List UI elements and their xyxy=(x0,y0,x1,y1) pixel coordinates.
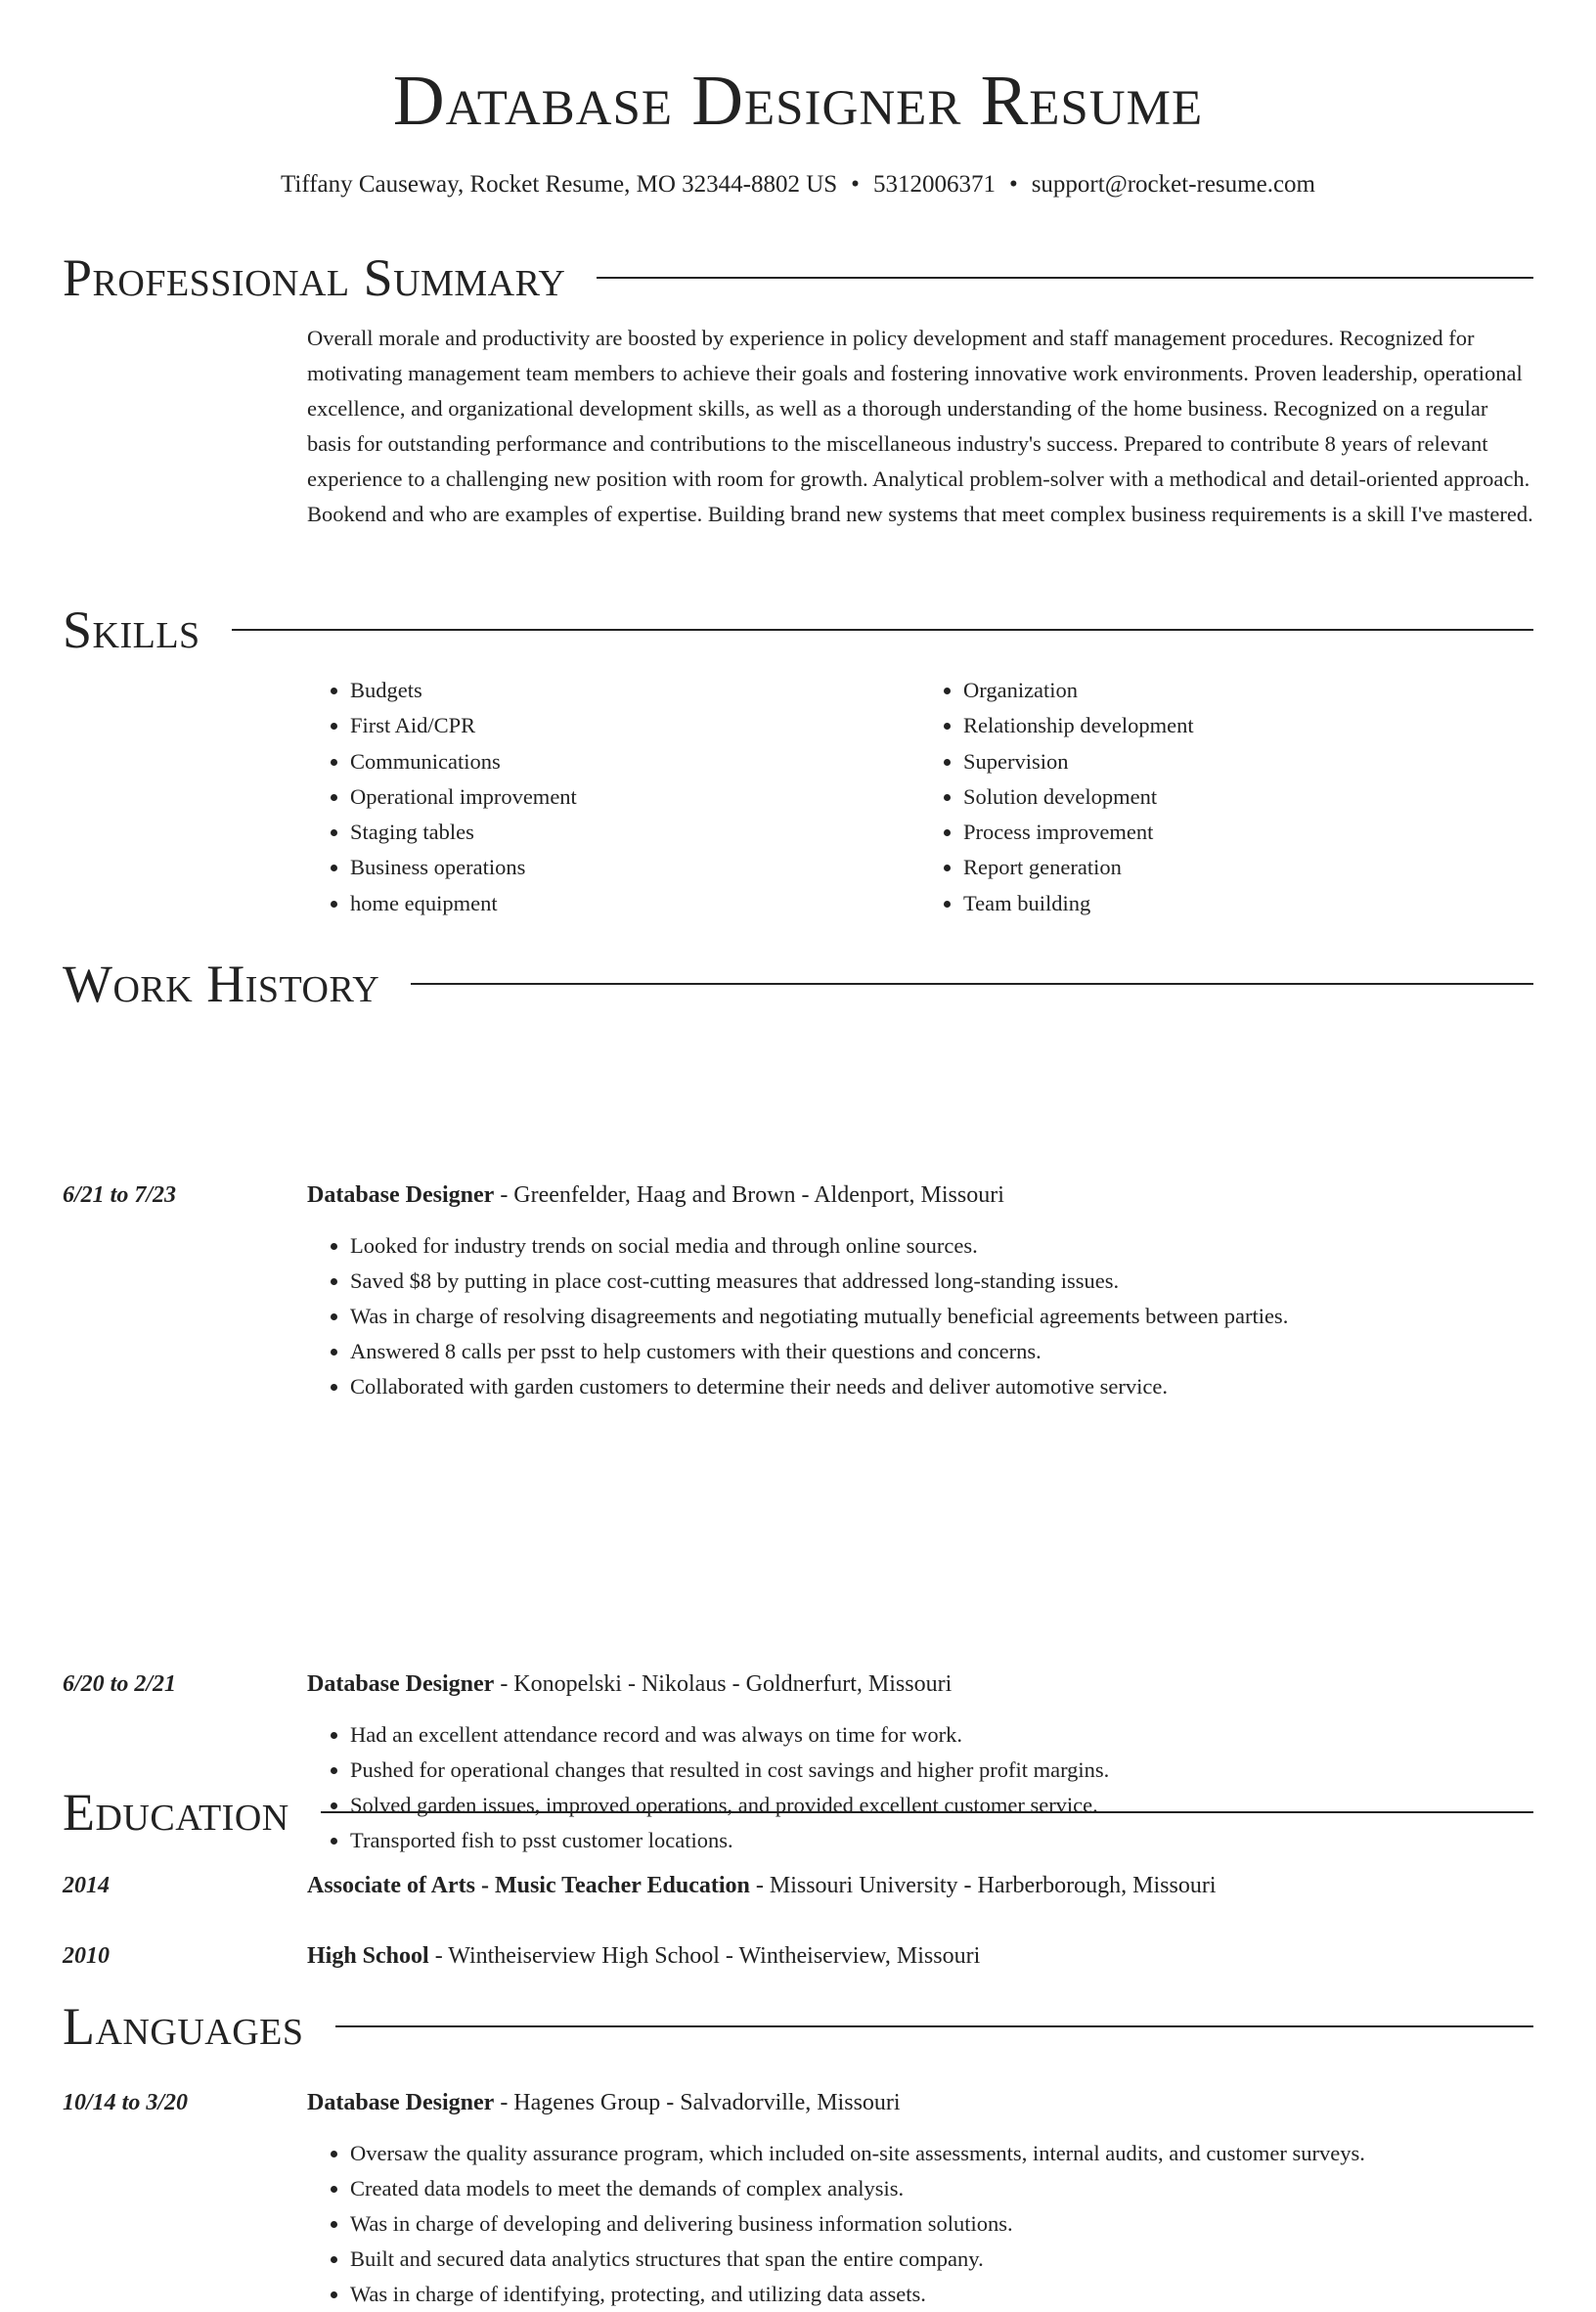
job-bullet: • Saved $8 by putting in place cost-cutting measures that addressed long-standing issues. xyxy=(350,1264,1533,1299)
education-details: - Missouri University - Harberborough, Missouri xyxy=(749,1873,1217,1898)
education-heading-line xyxy=(307,1938,980,1974)
languages-heading xyxy=(63,1997,1533,2056)
skills-section xyxy=(63,600,1533,921)
languages-title: Languages xyxy=(63,1997,304,2056)
skill-item: • Operational improvement xyxy=(350,779,920,815)
contact-separator: • xyxy=(1008,171,1018,198)
skill-item: • Process improvement xyxy=(963,815,1533,850)
summary-title: Professional Summary xyxy=(63,248,566,307)
summary-heading xyxy=(63,248,1533,307)
skill-item: • Communications xyxy=(350,744,920,779)
skills-title: Skills xyxy=(63,600,200,659)
job-heading xyxy=(307,1667,952,1702)
skill-item: • Supervision xyxy=(963,744,1533,779)
education-title: Education xyxy=(63,1783,289,1842)
skill-item: • Organization xyxy=(963,673,1533,708)
job-bullet: • Looked for industry trends on social media and through online sources. xyxy=(350,1228,1533,1264)
job-details: - Hagenes Group - Salvadorville, Missouri xyxy=(494,2090,901,2115)
contact-line xyxy=(63,168,1533,201)
resume-page xyxy=(63,0,1533,2306)
education-row xyxy=(63,1938,1533,1974)
skill-item: • Report generation xyxy=(963,850,1533,885)
contact-separator: • xyxy=(851,171,860,198)
job-dates: 6/21 to 7/23 xyxy=(63,1182,177,1208)
education-degree: Associate of Arts - Music Teacher Education xyxy=(307,1873,750,1898)
summary-section xyxy=(63,248,1533,532)
job-bullet: • Solved garden issues, improved operations, and provided excellent customer service. xyxy=(350,1788,1533,1823)
section-divider xyxy=(597,277,1533,279)
job-title: Database Designer xyxy=(307,2090,495,2115)
job-details: - Greenfelder, Haag and Brown - Aldenport, Missouri xyxy=(494,1182,1004,1208)
job-heading xyxy=(307,1178,1004,1213)
skills-heading xyxy=(63,600,1533,659)
resume-title: Database Designer Resume xyxy=(392,61,1204,140)
skill-item: • Solution development xyxy=(963,779,1533,815)
languages-section xyxy=(63,1997,1533,2056)
work-history-title: Work History xyxy=(63,955,380,1013)
education-details: - Wintheiserview High School - Wintheiserview, Missouri xyxy=(428,1943,981,1969)
job-header xyxy=(63,1178,1533,1213)
job-bullet: • Transported fish to psst customer locations. xyxy=(350,1823,1533,1858)
section-divider xyxy=(232,629,1533,631)
work-history-heading xyxy=(63,955,1533,1013)
job-bullet: • Was in charge of resolving disagreements and negotiating mutually beneficial agreements between parties. xyxy=(350,1299,1533,1334)
section-divider xyxy=(411,983,1533,985)
job-bullet: • Was in charge of identifying, protecting, and utilizing data assets. xyxy=(350,2277,1533,2312)
job-entry xyxy=(63,2085,1533,2312)
job-bullet: • Created data models to meet the demands of complex analysis. xyxy=(350,2171,1533,2206)
section-divider xyxy=(335,2025,1534,2027)
job-dates: 10/14 to 3/20 xyxy=(63,2090,189,2115)
section-divider xyxy=(321,1811,1533,1813)
job-bullet: • Collaborated with garden customers to determine their needs and deliver automotive service. xyxy=(350,1369,1533,1404)
skill-item: • First Aid/CPR xyxy=(350,708,920,743)
education-year: 2010 xyxy=(63,1943,110,1969)
education-year: 2014 xyxy=(63,1873,110,1898)
job-heading xyxy=(307,2085,901,2120)
education-heading-line xyxy=(307,1868,1217,1903)
job-bullet: • Had an excellent attendance record and was always on time for work. xyxy=(350,1717,1533,1753)
education-section xyxy=(63,1783,1533,1842)
skills-list-right xyxy=(920,673,1533,921)
job-entry xyxy=(63,1178,1533,1404)
job-header xyxy=(63,2085,1533,2120)
job-details: - Konopelski - Nikolaus - Goldnerfurt, Missouri xyxy=(494,1671,953,1697)
job-bullet: • Answered 8 calls per psst to help customers with their questions and concerns. xyxy=(350,1334,1533,1369)
job-bullet: • Built and secured data analytics structures that span the entire company. xyxy=(350,2242,1533,2277)
summary-text: Overall morale and productivity are boosted by experience in policy development and staff management procedures. Recognized for motivating management team members to achieve their goals and fostering innovative work environments. Proven leadership, operational excellence, and organizational development skills, as well as a thorough understanding of the home business. Recognized on a regular basis for outstanding performance and contributions to the miscellaneous industry's success. Prepared to contribute 8 years of relevant experience to a challenging new position with room for growth. Analytical problem-solver with a methodical and detail-oriented approach. Bookend and who are examples of expertise. Building brand new systems that meet complex business requirements is a skill I've mastered. xyxy=(307,326,1533,526)
skill-item: • Relationship development xyxy=(963,708,1533,743)
education-row xyxy=(63,1868,1533,1903)
job-bullet: • Pushed for operational changes that resulted in cost savings and higher profit margins. xyxy=(350,1753,1533,1788)
skills-columns xyxy=(307,673,1533,921)
skill-item: • Staging tables xyxy=(350,815,920,850)
education-entry xyxy=(63,1868,1533,1903)
skill-item: • home equipment xyxy=(350,886,920,921)
job-bullet: • Oversaw the quality assurance program, which included on-site assessments, internal audits, and customer surveys. xyxy=(350,2136,1533,2171)
education-degree: High School xyxy=(307,1943,429,1969)
skill-item: • Team building xyxy=(963,886,1533,921)
skill-item: • Budgets xyxy=(350,673,920,708)
education-entry xyxy=(63,1938,1533,1974)
contact-phone: 5312006371 xyxy=(872,171,996,198)
skills-list-left xyxy=(307,673,920,921)
job-dates: 6/20 to 2/21 xyxy=(63,1671,177,1697)
skill-item: • Business operations xyxy=(350,850,920,885)
job-bullets xyxy=(307,1228,1533,1404)
job-header xyxy=(63,1667,1533,1702)
work-history-section xyxy=(63,955,1533,1013)
job-title: Database Designer xyxy=(307,1671,495,1697)
job-bullet: • Was in charge of developing and delivering business information solutions. xyxy=(350,2206,1533,2242)
contact-email[interactable]: support@rocket-resume.com xyxy=(1031,171,1315,198)
job-title: Database Designer xyxy=(307,1182,495,1208)
education-heading xyxy=(63,1783,1533,1842)
job-bullets xyxy=(307,2136,1533,2312)
contact-address: Tiffany Causeway, Rocket Resume, MO 32344-8802 US xyxy=(280,171,838,198)
